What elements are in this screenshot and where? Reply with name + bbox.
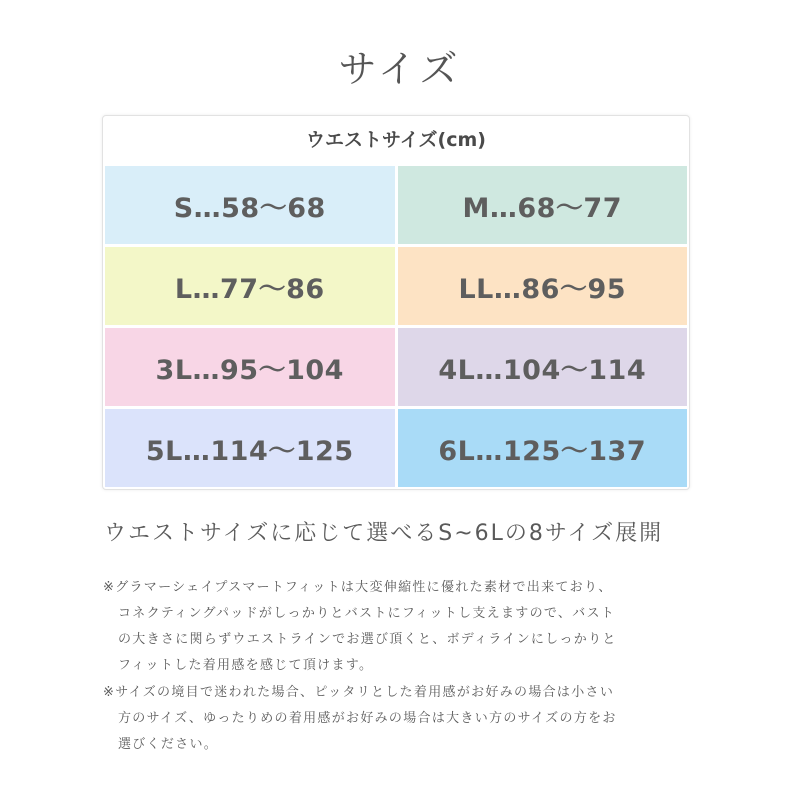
note-line: ※グラマーシェイプスマートフィットは大変伸縮性に優れた素材で出来ており、 xyxy=(103,580,613,595)
note-line: 選びください。 xyxy=(118,737,219,752)
size-cell-ll: LL…86〜95 xyxy=(398,247,688,325)
note-line: の大きさに関らずウエストラインでお選び頂くと、ボディラインにしっかりと xyxy=(118,632,617,647)
size-cell-6l: 6L…125〜137 xyxy=(398,409,688,487)
size-cell-4l: 4L…104〜114 xyxy=(398,328,688,406)
page-title: サイズ xyxy=(338,47,462,91)
size-cell-m: M…68〜77 xyxy=(398,166,688,244)
waist-size-table xyxy=(102,115,690,490)
table-header: ウエストサイズ(cm) xyxy=(306,129,486,151)
note-line: ※サイズの境目で迷われた場合、ピッタリとした着用感がお好みの場合は小さい xyxy=(103,685,615,700)
note-line: 方のサイズ、ゆったりめの着用感がお好みの場合は大きい方のサイズの方をお xyxy=(118,711,617,726)
fit-note xyxy=(103,575,617,679)
size-cell-s: S…58〜68 xyxy=(105,166,395,244)
size-choice-note xyxy=(103,680,617,758)
size-cell-5l: 5L…114〜125 xyxy=(105,409,395,487)
size-cell-l: L…77〜86 xyxy=(105,247,395,325)
note-line: フィットした着用感を感じて頂けます。 xyxy=(118,658,374,673)
size-range-subtitle: ウエストサイズに応じて選べるS~6Lの8サイズ展開 xyxy=(104,521,664,546)
size-cell-3l: 3L…95〜104 xyxy=(105,328,395,406)
note-line: コネクティングパッドがしっかりとバストにフィットし支えますので、バスト xyxy=(118,606,616,621)
size-grid xyxy=(105,166,687,487)
